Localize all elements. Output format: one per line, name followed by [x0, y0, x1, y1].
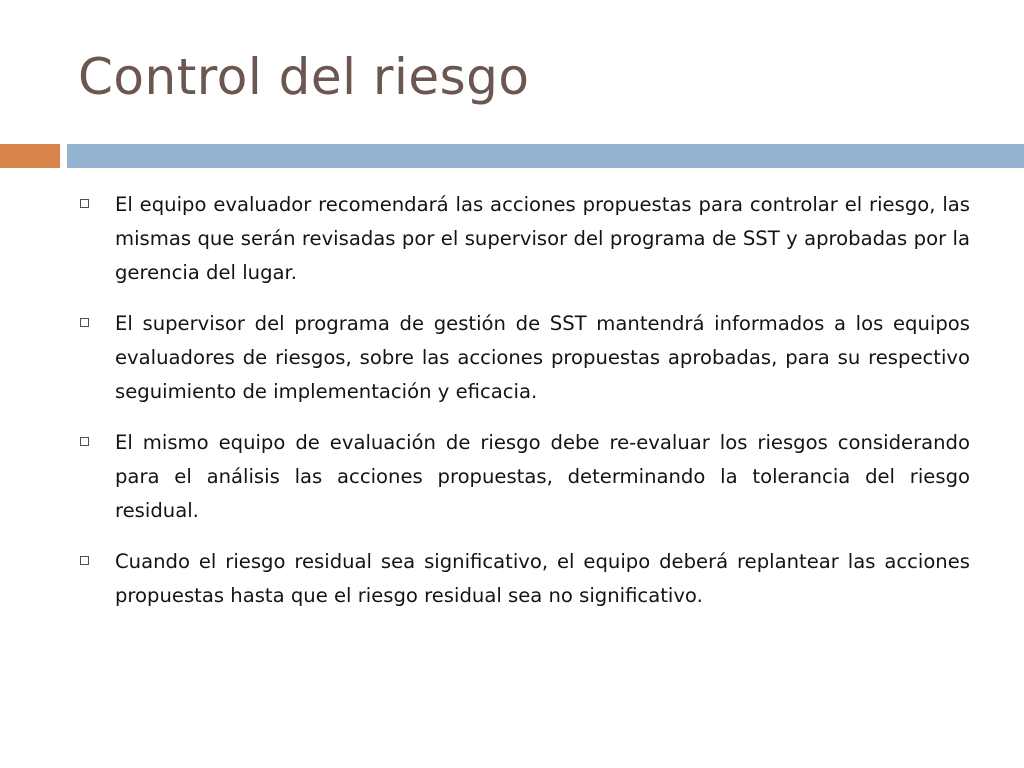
square-bullet-icon: [80, 556, 89, 565]
bullet-text: El equipo evaluador recomendará las acciones propuestas para controlar el riesgo, las mismas que serán revisadas por el supervisor del programa de SST y aprobadas por la gerencia del lugar.: [115, 193, 970, 284]
bullet-text: El mismo equipo de evaluación de riesgo debe re-evaluar los riesgos considerando para el análisis las acciones propuestas, determinando la tolerancia del riesgo residual.: [115, 431, 970, 522]
list-item: [78, 545, 970, 613]
accent-bar-blue: [67, 144, 1024, 168]
square-bullet-icon: [80, 199, 89, 208]
list-item: [78, 426, 970, 528]
bullet-list: [78, 188, 970, 630]
square-bullet-icon: [80, 437, 89, 446]
accent-bar-orange: [0, 144, 60, 168]
list-item: [78, 307, 970, 409]
square-bullet-icon: [80, 318, 89, 327]
bullet-text: Cuando el riesgo residual sea significativo, el equipo deberá replantear las acciones propuestas hasta que el riesgo residual sea no significativo.: [115, 550, 970, 607]
slide-title: Control del riesgo: [78, 48, 530, 106]
bullet-text: El supervisor del programa de gestión de SST mantendrá informados a los equipos evaluadores de riesgos, sobre las acciones propuestas aprobadas, para su respectivo seguimiento de implementación y eficacia.: [115, 312, 970, 403]
list-item: [78, 188, 970, 290]
